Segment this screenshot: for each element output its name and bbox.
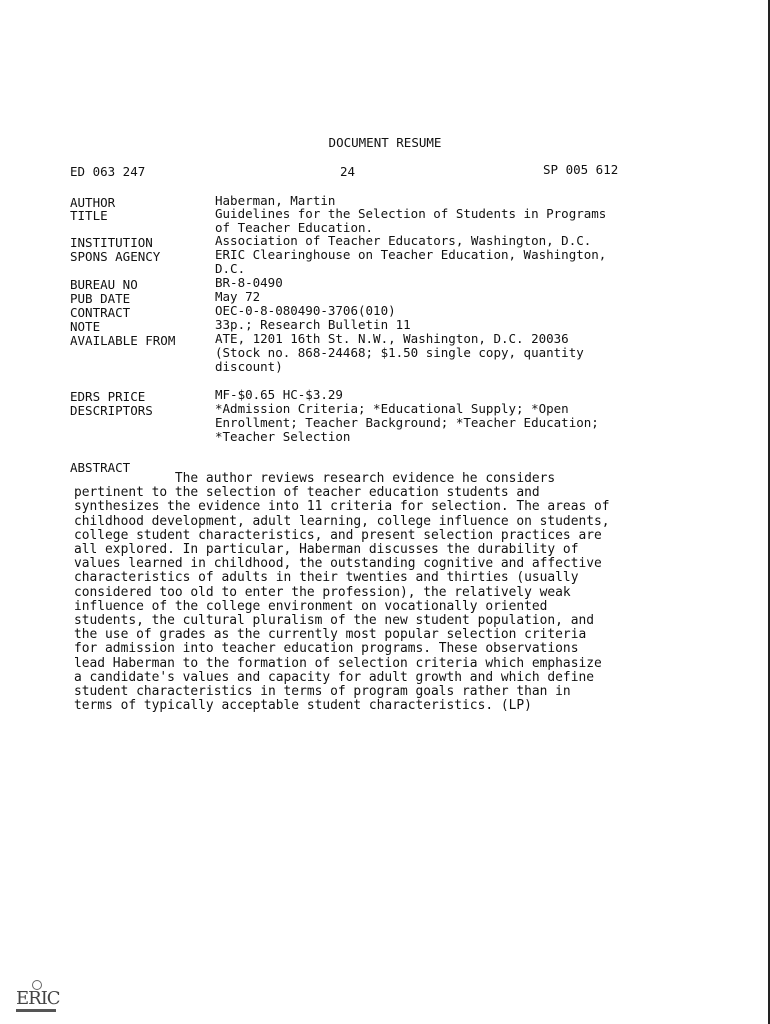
available-from-value-line1: ATE, 1201 16th St. N.W., Washington, D.C. 20036 [215, 331, 569, 346]
abstract-label: ABSTRACT [70, 460, 131, 475]
available-from-value-line2: (Stock no. 868-24468; $1.50 single copy, quantity [215, 345, 584, 360]
eric-logo [14, 980, 58, 1014]
available-from-label: AVAILABLE FROM [70, 333, 176, 348]
abstract-line: influence of the college environment on vocationally oriented [74, 598, 548, 614]
abstract-body [74, 472, 714, 713]
abstract-line: values learned in childhood, the outstanding cognitive and affective [74, 556, 602, 572]
abstract-line: the use of grades as the currently most popular selection criteria [74, 627, 587, 643]
note-value: 33p.; Research Bulletin 11 [215, 317, 411, 332]
logo-text: ERIC [16, 988, 60, 1009]
page-code: 24 [340, 164, 356, 179]
contract-label: CONTRACT [70, 305, 131, 320]
logo-underline [16, 1009, 56, 1012]
institution-value: Association of Teacher Educators, Washington, D.C. [215, 233, 592, 248]
title-label: TITLE [70, 208, 108, 223]
contract-value: OEC-0-8-080490-3706(010) [215, 303, 396, 318]
abstract-line: lead Haberman to the formation of selection criteria which emphasize [74, 655, 602, 671]
abstract-line: synthesizes the evidence into 11 criteria for selection. The areas of [74, 499, 610, 515]
institution-label: INSTITUTION [70, 235, 153, 250]
available-from-value-line3: discount) [215, 359, 283, 374]
descriptors-value-line2: Enrollment; Teacher Background; *Teacher Education; [215, 415, 599, 430]
abstract-line: college student characteristics, and present selection practices are [74, 527, 602, 543]
document-title: DOCUMENT RESUME [328, 135, 442, 150]
edrs-price-label: EDRS PRICE [70, 389, 146, 404]
note-label: NOTE [70, 319, 101, 334]
author-value: Haberman, Martin [215, 193, 336, 208]
abstract-line: The author reviews research evidence he considers [74, 471, 556, 486]
abstract-line: childhood development, adult learning, college influence on students, [74, 513, 610, 529]
author-label: AUTHOR [70, 195, 116, 210]
spons-agency-value-line1: ERIC Clearinghouse on Teacher Education, Washington, [215, 247, 607, 262]
descriptors-value-line3: *Teacher Selection [215, 429, 351, 444]
pub-date-label: PUB DATE [70, 291, 131, 306]
abstract-line: all explored. In particular, Haberman discusses the durability of [74, 542, 579, 558]
spons-agency-value-line2: D.C. [215, 261, 246, 276]
abstract-line: pertinent to the selection of teacher education students and [74, 485, 540, 501]
ed-number: ED 063 247 [70, 164, 146, 179]
abstract-line: student characteristics in terms of program goals rather than in [74, 684, 571, 700]
title-value-line1: Guidelines for the Selection of Students in Programs [215, 206, 607, 221]
abstract-line: considered too old to enter the profession), the relatively weak [74, 584, 571, 600]
pub-date-value: May 72 [215, 289, 261, 304]
spons-agency-label: SPONS AGENCY [70, 249, 161, 264]
sp-number: SP 005 612 [543, 162, 619, 177]
descriptors-label: DESCRIPTORS [70, 403, 153, 418]
abstract-line: a candidate's values and capacity for adult growth and which define [74, 669, 594, 685]
title-value-line2: of Teacher Education. [215, 220, 374, 235]
abstract-line: students, the cultural pluralism of the new student population, and [74, 613, 594, 629]
abstract-line: terms of typically acceptable student characteristics. (LP) [74, 698, 532, 714]
bureau-no-label: BUREAU NO [70, 277, 138, 292]
bureau-no-value: BR-8-0490 [215, 275, 283, 290]
abstract-line: characteristics of adults in their twenties and thirties (usually [74, 570, 579, 586]
descriptors-value-line1: *Admission Criteria; *Educational Supply; *Open [215, 401, 569, 416]
abstract-line: for admission into teacher education programs. These observations [74, 641, 579, 657]
edrs-price-value: MF-$0.65 HC-$3.29 [215, 387, 343, 402]
